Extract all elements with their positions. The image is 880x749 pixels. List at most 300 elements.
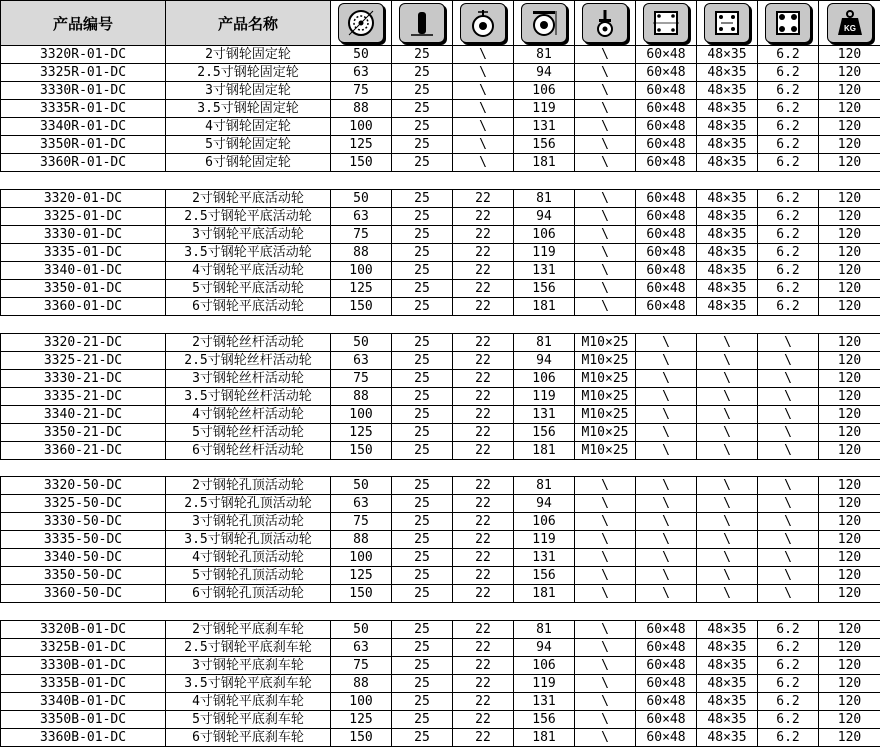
hole-diameter-cell: \ bbox=[758, 549, 819, 567]
product-name-cell: 4寸钢轮平底刹车轮 bbox=[166, 693, 331, 711]
hole-spacing-cell: \ bbox=[697, 495, 758, 513]
hole-spacing-cell: \ bbox=[697, 567, 758, 585]
height-cell: 119 bbox=[514, 388, 575, 406]
bolt-cell: 22 bbox=[453, 729, 514, 747]
height-cell: 131 bbox=[514, 118, 575, 136]
product-code-cell: 3325B-01-DC bbox=[1, 639, 166, 657]
height-cell: 106 bbox=[514, 370, 575, 388]
height-cell: 156 bbox=[514, 711, 575, 729]
table-row bbox=[1, 531, 880, 549]
capacity-cell: 120 bbox=[819, 711, 880, 729]
diameter-cell: 75 bbox=[331, 82, 392, 100]
plate-size-cell: \ bbox=[636, 477, 697, 495]
height-cell: 156 bbox=[514, 280, 575, 298]
hole-spacing-cell: \ bbox=[697, 442, 758, 460]
capacity-cell: 120 bbox=[819, 531, 880, 549]
width-cell: 25 bbox=[392, 298, 453, 316]
hole-spacing-cell: 48×35 bbox=[697, 621, 758, 639]
product-name-cell: 2寸钢轮丝杆活动轮 bbox=[166, 334, 331, 352]
diameter-cell: 150 bbox=[331, 729, 392, 747]
capacity-header bbox=[819, 1, 880, 46]
diameter-cell: 150 bbox=[331, 298, 392, 316]
table-row bbox=[1, 424, 880, 442]
hole-diameter-cell: \ bbox=[758, 495, 819, 513]
plate-size-cell: 60×48 bbox=[636, 118, 697, 136]
table-row bbox=[1, 513, 880, 531]
height-cell: 94 bbox=[514, 495, 575, 513]
hole-spacing-cell: 48×35 bbox=[697, 693, 758, 711]
bolt-cell: 22 bbox=[453, 657, 514, 675]
product-code-cell: 3320-01-DC bbox=[1, 190, 166, 208]
bolt-cell: 22 bbox=[453, 567, 514, 585]
table-body bbox=[1, 46, 880, 747]
height-cell: 94 bbox=[514, 64, 575, 82]
diameter-cell: 88 bbox=[331, 388, 392, 406]
table-row bbox=[1, 693, 880, 711]
table-row bbox=[1, 406, 880, 424]
stem-cell: \ bbox=[575, 657, 636, 675]
hole-spacing-cell: 48×35 bbox=[697, 46, 758, 64]
table-row bbox=[1, 549, 880, 567]
diameter-cell: 63 bbox=[331, 495, 392, 513]
stem-cell: \ bbox=[575, 621, 636, 639]
hole-diameter-cell: 6.2 bbox=[758, 244, 819, 262]
capacity-cell: 120 bbox=[819, 298, 880, 316]
plate-size-cell: 60×48 bbox=[636, 226, 697, 244]
stem-cell: \ bbox=[575, 729, 636, 747]
height-cell: 81 bbox=[514, 621, 575, 639]
hole-diameter-cell: \ bbox=[758, 567, 819, 585]
plate-size-cell: 60×48 bbox=[636, 190, 697, 208]
height-cell: 81 bbox=[514, 334, 575, 352]
product-name-cell: 3.5寸钢轮平底刹车轮 bbox=[166, 675, 331, 693]
diameter-cell: 125 bbox=[331, 424, 392, 442]
diameter-header bbox=[331, 1, 392, 46]
table-row bbox=[1, 675, 880, 693]
product-code-cell: 3325-01-DC bbox=[1, 208, 166, 226]
product-name-cell: 4寸钢轮平底活动轮 bbox=[166, 262, 331, 280]
hole-diameter-cell: \ bbox=[758, 388, 819, 406]
stem-cell: M10×25 bbox=[575, 388, 636, 406]
spacer-cell bbox=[1, 172, 880, 190]
bolt-cell: 22 bbox=[453, 477, 514, 495]
hole-spacing-cell: \ bbox=[697, 549, 758, 567]
height-cell: 106 bbox=[514, 82, 575, 100]
hole-spacing-icon bbox=[704, 3, 750, 43]
hole-diameter-header bbox=[758, 1, 819, 46]
diameter-cell: 125 bbox=[331, 280, 392, 298]
bolt-cell: 22 bbox=[453, 262, 514, 280]
product-code-cell: 3350-01-DC bbox=[1, 280, 166, 298]
plate-size-cell: \ bbox=[636, 334, 697, 352]
width-cell: 25 bbox=[392, 549, 453, 567]
width-cell: 25 bbox=[392, 334, 453, 352]
product-code-cell: 3330-01-DC bbox=[1, 226, 166, 244]
diameter-cell: 150 bbox=[331, 585, 392, 603]
plate-size-cell: \ bbox=[636, 567, 697, 585]
product-code-cell: 3335B-01-DC bbox=[1, 675, 166, 693]
diameter-cell: 50 bbox=[331, 334, 392, 352]
plate-size-cell: \ bbox=[636, 495, 697, 513]
hole-spacing-cell: 48×35 bbox=[697, 226, 758, 244]
bolt-cell: 22 bbox=[453, 370, 514, 388]
product-code-cell: 3360-50-DC bbox=[1, 585, 166, 603]
product-name-cell: 6寸钢轮丝杆活动轮 bbox=[166, 442, 331, 460]
width-cell: 25 bbox=[392, 388, 453, 406]
bolt-cell: 22 bbox=[453, 549, 514, 567]
diameter-cell: 50 bbox=[331, 190, 392, 208]
product-name-cell: 3.5寸钢轮平底活动轮 bbox=[166, 244, 331, 262]
capacity-cell: 120 bbox=[819, 513, 880, 531]
diameter-cell: 125 bbox=[331, 136, 392, 154]
bolt-cell: \ bbox=[453, 154, 514, 172]
hole-diameter-cell: 6.2 bbox=[758, 693, 819, 711]
height-cell: 131 bbox=[514, 406, 575, 424]
bolt-cell: \ bbox=[453, 46, 514, 64]
width-cell: 25 bbox=[392, 64, 453, 82]
product-name-cell: 3.5寸钢轮固定轮 bbox=[166, 100, 331, 118]
bolt-cell: 22 bbox=[453, 693, 514, 711]
product-code-cell: 3335-21-DC bbox=[1, 388, 166, 406]
group-spacer bbox=[1, 460, 880, 477]
capacity-cell: 120 bbox=[819, 280, 880, 298]
table-row bbox=[1, 657, 880, 675]
diameter-cell: 100 bbox=[331, 693, 392, 711]
width-cell: 25 bbox=[392, 190, 453, 208]
bolt-cell: 22 bbox=[453, 424, 514, 442]
bolt-cell: 22 bbox=[453, 208, 514, 226]
product-code-cell: 3335-50-DC bbox=[1, 531, 166, 549]
plate-size-cell: 60×48 bbox=[636, 208, 697, 226]
product-name-cell: 5寸钢轮孔顶活动轮 bbox=[166, 567, 331, 585]
plate-size-cell: \ bbox=[636, 388, 697, 406]
width-cell: 25 bbox=[392, 729, 453, 747]
hole-spacing-cell: 48×35 bbox=[697, 298, 758, 316]
product-name-cell: 4寸钢轮固定轮 bbox=[166, 118, 331, 136]
height-cell: 181 bbox=[514, 585, 575, 603]
hole-spacing-cell: \ bbox=[697, 334, 758, 352]
product-name-cell: 2.5寸钢轮固定轮 bbox=[166, 64, 331, 82]
plate-size-cell: 60×48 bbox=[636, 64, 697, 82]
stem-cell: \ bbox=[575, 46, 636, 64]
product-name-cell: 3寸钢轮平底刹车轮 bbox=[166, 657, 331, 675]
capacity-cell: 120 bbox=[819, 100, 880, 118]
height-cell: 181 bbox=[514, 154, 575, 172]
diameter-cell: 88 bbox=[331, 244, 392, 262]
spacer-cell bbox=[1, 603, 880, 621]
width-cell: 25 bbox=[392, 693, 453, 711]
table-row bbox=[1, 244, 880, 262]
hole-diameter-cell: \ bbox=[758, 406, 819, 424]
width-cell: 25 bbox=[392, 46, 453, 64]
plate-size-cell: 60×48 bbox=[636, 675, 697, 693]
capacity-cell: 120 bbox=[819, 657, 880, 675]
hole-spacing-cell: 48×35 bbox=[697, 154, 758, 172]
diameter-cell: 88 bbox=[331, 100, 392, 118]
product-code-cell: 3330-21-DC bbox=[1, 370, 166, 388]
capacity-cell: 120 bbox=[819, 693, 880, 711]
hole-spacing-cell: 48×35 bbox=[697, 262, 758, 280]
table-row bbox=[1, 82, 880, 100]
hole-spacing-cell: 48×35 bbox=[697, 208, 758, 226]
diameter-cell: 100 bbox=[331, 262, 392, 280]
table-row bbox=[1, 262, 880, 280]
product-name-cell: 2.5寸钢轮平底刹车轮 bbox=[166, 639, 331, 657]
bolt-cell: 22 bbox=[453, 388, 514, 406]
plate-size-cell: \ bbox=[636, 531, 697, 549]
plate-size-cell: 60×48 bbox=[636, 657, 697, 675]
product-name-cell: 3.5寸钢轮孔顶活动轮 bbox=[166, 531, 331, 549]
table-row bbox=[1, 280, 880, 298]
capacity-cell: 120 bbox=[819, 244, 880, 262]
plate-size-cell: 60×48 bbox=[636, 100, 697, 118]
stem-cell: \ bbox=[575, 190, 636, 208]
capacity-cell: 120 bbox=[819, 154, 880, 172]
plate-size-cell: 60×48 bbox=[636, 693, 697, 711]
height-cell: 106 bbox=[514, 226, 575, 244]
diameter-cell: 63 bbox=[331, 352, 392, 370]
capacity-cell: 120 bbox=[819, 567, 880, 585]
table-row bbox=[1, 118, 880, 136]
stem-cell: M10×25 bbox=[575, 406, 636, 424]
hole-spacing-cell: \ bbox=[697, 352, 758, 370]
stem-cell: \ bbox=[575, 118, 636, 136]
stem-cell: M10×25 bbox=[575, 442, 636, 460]
product-code-cell: 3340B-01-DC bbox=[1, 693, 166, 711]
hole-spacing-cell: \ bbox=[697, 424, 758, 442]
plate-size-cell: 60×48 bbox=[636, 280, 697, 298]
capacity-cell: 120 bbox=[819, 442, 880, 460]
product-name-cell: 2寸钢轮平底刹车轮 bbox=[166, 621, 331, 639]
product-code-cell: 3330-50-DC bbox=[1, 513, 166, 531]
stem-cell: \ bbox=[575, 513, 636, 531]
capacity-cell: 120 bbox=[819, 621, 880, 639]
product-code-cell: 3360B-01-DC bbox=[1, 729, 166, 747]
bolt-cell: 22 bbox=[453, 513, 514, 531]
hole-diameter-cell: 6.2 bbox=[758, 136, 819, 154]
hole-diameter-cell: 6.2 bbox=[758, 82, 819, 100]
product-name-cell: 6寸钢轮固定轮 bbox=[166, 154, 331, 172]
table-row bbox=[1, 352, 880, 370]
diameter-cell: 150 bbox=[331, 154, 392, 172]
product-code-cell: 3320-21-DC bbox=[1, 334, 166, 352]
width-cell: 25 bbox=[392, 262, 453, 280]
hole-diameter-cell: 6.2 bbox=[758, 190, 819, 208]
hole-diameter-cell: 6.2 bbox=[758, 639, 819, 657]
product-name-header: 产品名称 bbox=[166, 1, 331, 46]
product-code-cell: 3360-01-DC bbox=[1, 298, 166, 316]
product-name-cell: 3寸钢轮平底活动轮 bbox=[166, 226, 331, 244]
width-cell: 25 bbox=[392, 208, 453, 226]
diameter-cell: 125 bbox=[331, 711, 392, 729]
stem-cell: \ bbox=[575, 64, 636, 82]
product-code-cell: 3350R-01-DC bbox=[1, 136, 166, 154]
capacity-cell: 120 bbox=[819, 585, 880, 603]
hole-diameter-cell: 6.2 bbox=[758, 262, 819, 280]
hole-spacing-cell: 48×35 bbox=[697, 711, 758, 729]
capacity-cell: 120 bbox=[819, 477, 880, 495]
height-cell: 81 bbox=[514, 190, 575, 208]
table-row bbox=[1, 136, 880, 154]
table-row bbox=[1, 711, 880, 729]
product-code-cell: 3335-01-DC bbox=[1, 244, 166, 262]
stem-cell: M10×25 bbox=[575, 352, 636, 370]
product-name-cell: 3寸钢轮孔顶活动轮 bbox=[166, 513, 331, 531]
capacity-cell: 120 bbox=[819, 352, 880, 370]
diameter-cell: 88 bbox=[331, 675, 392, 693]
hole-spacing-cell: 48×35 bbox=[697, 280, 758, 298]
hole-diameter-cell: 6.2 bbox=[758, 208, 819, 226]
width-cell: 25 bbox=[392, 477, 453, 495]
bolt-cell: \ bbox=[453, 118, 514, 136]
hole-spacing-cell: 48×35 bbox=[697, 657, 758, 675]
stem-cell: \ bbox=[575, 136, 636, 154]
hole-spacing-cell: \ bbox=[697, 513, 758, 531]
capacity-cell: 120 bbox=[819, 388, 880, 406]
hole-diameter-cell: 6.2 bbox=[758, 118, 819, 136]
product-code-cell: 3330R-01-DC bbox=[1, 82, 166, 100]
width-cell: 25 bbox=[392, 657, 453, 675]
stem-cell: M10×25 bbox=[575, 334, 636, 352]
spacer-cell bbox=[1, 316, 880, 334]
product-name-cell: 6寸钢轮平底刹车轮 bbox=[166, 729, 331, 747]
bolt-cell: \ bbox=[453, 82, 514, 100]
height-cell: 81 bbox=[514, 46, 575, 64]
width-cell: 25 bbox=[392, 424, 453, 442]
product-name-cell: 2寸钢轮固定轮 bbox=[166, 46, 331, 64]
product-code-cell: 3360R-01-DC bbox=[1, 154, 166, 172]
bolt-cell: \ bbox=[453, 100, 514, 118]
product-name-cell: 4寸钢轮孔顶活动轮 bbox=[166, 549, 331, 567]
hole-diameter-cell: 6.2 bbox=[758, 100, 819, 118]
height-cell: 156 bbox=[514, 567, 575, 585]
bolt-cell: 22 bbox=[453, 244, 514, 262]
width-cell: 25 bbox=[392, 675, 453, 693]
height-cell: 94 bbox=[514, 639, 575, 657]
stem-cell: \ bbox=[575, 639, 636, 657]
plate-size-cell: 60×48 bbox=[636, 82, 697, 100]
diameter-cell: 50 bbox=[331, 477, 392, 495]
height-cell: 156 bbox=[514, 136, 575, 154]
plate-header bbox=[636, 1, 697, 46]
product-code-cell: 3320-50-DC bbox=[1, 477, 166, 495]
hole-diameter-cell: \ bbox=[758, 585, 819, 603]
bolt-cell: 22 bbox=[453, 495, 514, 513]
height-cell: 119 bbox=[514, 531, 575, 549]
plate-size-cell: \ bbox=[636, 424, 697, 442]
hole-spacing-cell: \ bbox=[697, 531, 758, 549]
bolt-cell: 22 bbox=[453, 298, 514, 316]
plate-size-cell: \ bbox=[636, 442, 697, 460]
product-name-cell: 5寸钢轮固定轮 bbox=[166, 136, 331, 154]
product-name-cell: 2.5寸钢轮丝杆活动轮 bbox=[166, 352, 331, 370]
diameter-cell: 75 bbox=[331, 513, 392, 531]
bolt-header bbox=[453, 1, 514, 46]
width-cell: 25 bbox=[392, 585, 453, 603]
height-cell: 181 bbox=[514, 442, 575, 460]
product-code-cell: 3325R-01-DC bbox=[1, 64, 166, 82]
capacity-cell: 120 bbox=[819, 118, 880, 136]
width-cell: 25 bbox=[392, 136, 453, 154]
stem-cell: \ bbox=[575, 495, 636, 513]
hole-spacing-cell: \ bbox=[697, 388, 758, 406]
capacity-cell: 120 bbox=[819, 82, 880, 100]
diameter-cell: 125 bbox=[331, 567, 392, 585]
table-row bbox=[1, 477, 880, 495]
capacity-cell: 120 bbox=[819, 190, 880, 208]
table-row bbox=[1, 585, 880, 603]
table-row bbox=[1, 64, 880, 82]
width-cell: 25 bbox=[392, 531, 453, 549]
table-row bbox=[1, 334, 880, 352]
table-row bbox=[1, 567, 880, 585]
product-code-cell: 3325-50-DC bbox=[1, 495, 166, 513]
width-cell: 25 bbox=[392, 442, 453, 460]
hole-spacing-cell: 48×35 bbox=[697, 64, 758, 82]
height-cell: 106 bbox=[514, 513, 575, 531]
stem-cell: M10×25 bbox=[575, 424, 636, 442]
stem-cell: \ bbox=[575, 693, 636, 711]
stem-cell: \ bbox=[575, 675, 636, 693]
table-row bbox=[1, 621, 880, 639]
product-code-cell: 3340-01-DC bbox=[1, 262, 166, 280]
stem-cell: \ bbox=[575, 244, 636, 262]
hole-spacing-cell: \ bbox=[697, 370, 758, 388]
table-row bbox=[1, 154, 880, 172]
stem-header bbox=[575, 1, 636, 46]
hole-diameter-cell: 6.2 bbox=[758, 226, 819, 244]
hole-diameter-cell: 6.2 bbox=[758, 621, 819, 639]
capacity-cell: 120 bbox=[819, 729, 880, 747]
width-cell: 25 bbox=[392, 711, 453, 729]
width-header bbox=[392, 1, 453, 46]
height-cell: 181 bbox=[514, 729, 575, 747]
hole-spacing-cell: 48×35 bbox=[697, 639, 758, 657]
wheel-diameter-icon bbox=[338, 3, 384, 43]
hole-spacing-cell: \ bbox=[697, 406, 758, 424]
plate-size-cell: \ bbox=[636, 585, 697, 603]
hole-diameter-cell: \ bbox=[758, 352, 819, 370]
hole-diameter-cell: \ bbox=[758, 334, 819, 352]
bolt-cell: 22 bbox=[453, 226, 514, 244]
hole-diameter-cell: 6.2 bbox=[758, 657, 819, 675]
table-row bbox=[1, 226, 880, 244]
product-name-cell: 5寸钢轮平底活动轮 bbox=[166, 280, 331, 298]
stem-cell: \ bbox=[575, 82, 636, 100]
height-cell: 119 bbox=[514, 675, 575, 693]
hole-spacing-cell: 48×35 bbox=[697, 136, 758, 154]
hole-diameter-cell: \ bbox=[758, 442, 819, 460]
diameter-cell: 63 bbox=[331, 64, 392, 82]
group-spacer bbox=[1, 603, 880, 621]
product-name-cell: 5寸钢轮丝杆活动轮 bbox=[166, 424, 331, 442]
stem-cell: \ bbox=[575, 262, 636, 280]
table-row bbox=[1, 190, 880, 208]
plate-size-cell: 60×48 bbox=[636, 621, 697, 639]
plate-size-cell: \ bbox=[636, 370, 697, 388]
diameter-cell: 150 bbox=[331, 442, 392, 460]
capacity-cell: 120 bbox=[819, 262, 880, 280]
stem-cell: \ bbox=[575, 100, 636, 118]
table-row bbox=[1, 208, 880, 226]
hole-spacing-cell: 48×35 bbox=[697, 118, 758, 136]
stem-cell: \ bbox=[575, 226, 636, 244]
stem-cell: \ bbox=[575, 154, 636, 172]
bolt-hole-icon bbox=[460, 3, 506, 43]
diameter-cell: 50 bbox=[331, 621, 392, 639]
plate-size-cell: \ bbox=[636, 352, 697, 370]
height-cell: 94 bbox=[514, 208, 575, 226]
